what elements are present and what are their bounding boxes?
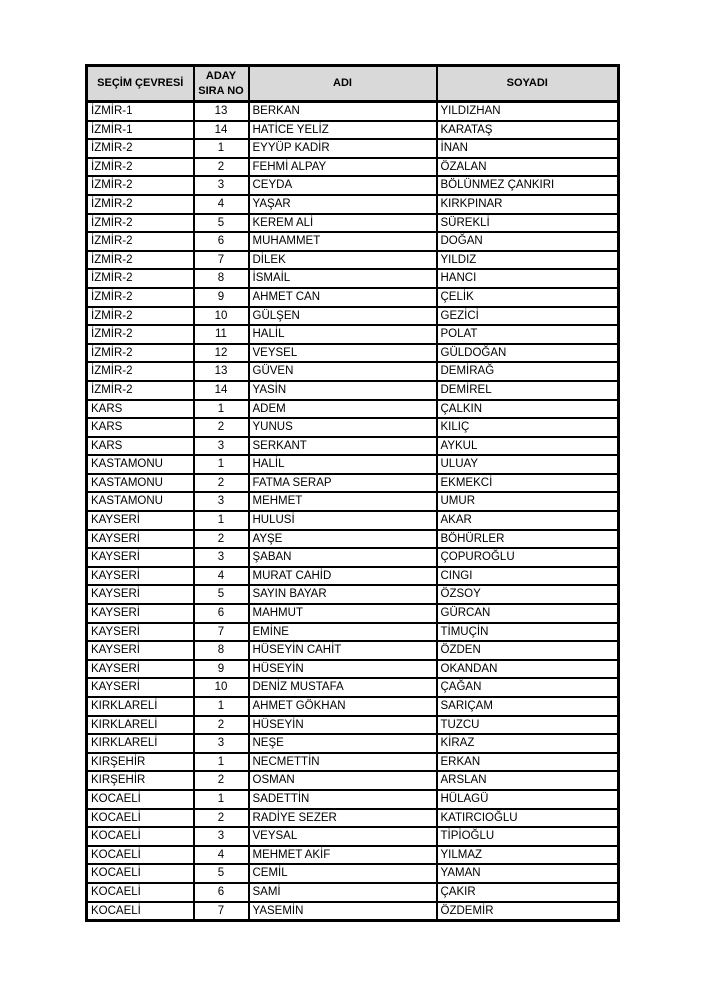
cell-first-name: YASEMİN	[249, 902, 437, 921]
cell-first-name: FATMA SERAP	[249, 474, 437, 493]
cell-order-no: 9	[194, 288, 249, 307]
table-row	[87, 214, 619, 233]
cell-first-name: MAHMUT	[249, 604, 437, 623]
cell-order-no: 3	[194, 827, 249, 846]
cell-last-name: KARATAŞ	[437, 121, 619, 140]
cell-last-name: HÜLAGÜ	[437, 790, 619, 809]
table-row	[87, 585, 619, 604]
cell-order-no: 13	[194, 362, 249, 381]
cell-order-no: 5	[194, 214, 249, 233]
cell-district: İZMİR-2	[87, 344, 194, 363]
cell-last-name: POLAT	[437, 325, 619, 344]
cell-order-no: 4	[194, 195, 249, 214]
cell-order-no: 1	[194, 400, 249, 419]
table-row	[87, 716, 619, 735]
cell-last-name: AYKUL	[437, 437, 619, 456]
cell-last-name: GÜLDOĞAN	[437, 344, 619, 363]
cell-district: İZMİR-2	[87, 195, 194, 214]
table-row	[87, 864, 619, 883]
table-row	[87, 158, 619, 177]
cell-last-name: BÖLÜNMEZ ÇANKIRI	[437, 176, 619, 195]
cell-last-name: DOĞAN	[437, 232, 619, 251]
cell-order-no: 3	[194, 437, 249, 456]
cell-last-name: TİMUÇİN	[437, 623, 619, 642]
cell-district: İZMİR-2	[87, 251, 194, 270]
cell-last-name: ERKAN	[437, 753, 619, 772]
cell-district: KAYSERİ	[87, 641, 194, 660]
header-order-no: ADAY SIRA NO	[194, 66, 249, 102]
cell-district: İZMİR-1	[87, 102, 194, 121]
cell-order-no: 14	[194, 381, 249, 400]
cell-order-no: 6	[194, 604, 249, 623]
cell-district: İZMİR-2	[87, 288, 194, 307]
cell-district: KAYSERİ	[87, 660, 194, 679]
table-row	[87, 437, 619, 456]
cell-order-no: 2	[194, 418, 249, 437]
cell-last-name: HANCI	[437, 269, 619, 288]
cell-last-name: ULUAY	[437, 455, 619, 474]
cell-district: İZMİR-2	[87, 362, 194, 381]
cell-order-no: 2	[194, 716, 249, 735]
cell-district: KARS	[87, 437, 194, 456]
cell-last-name: KILIÇ	[437, 418, 619, 437]
cell-district: KOCAELİ	[87, 902, 194, 921]
cell-last-name: SÜREKLİ	[437, 214, 619, 233]
table-row	[87, 790, 619, 809]
cell-district: KIRŞEHİR	[87, 771, 194, 790]
cell-last-name: TİPİOĞLU	[437, 827, 619, 846]
cell-district: KIRKLARELİ	[87, 734, 194, 753]
candidates-table	[85, 64, 620, 922]
table-row	[87, 418, 619, 437]
table-row	[87, 883, 619, 902]
cell-order-no: 11	[194, 325, 249, 344]
cell-order-no: 2	[194, 474, 249, 493]
cell-district: İZMİR-2	[87, 214, 194, 233]
cell-first-name: RADİYE SEZER	[249, 809, 437, 828]
cell-order-no: 8	[194, 641, 249, 660]
cell-first-name: DENİZ MUSTAFA	[249, 678, 437, 697]
cell-order-no: 14	[194, 121, 249, 140]
cell-first-name: ŞABAN	[249, 548, 437, 567]
table-row	[87, 809, 619, 828]
cell-first-name: SAMİ	[249, 883, 437, 902]
cell-district: KIRŞEHİR	[87, 753, 194, 772]
cell-order-no: 1	[194, 753, 249, 772]
cell-last-name: BÖHÜRLER	[437, 530, 619, 549]
cell-order-no: 5	[194, 585, 249, 604]
cell-first-name: ADEM	[249, 400, 437, 419]
cell-order-no: 2	[194, 158, 249, 177]
cell-first-name: AHMET CAN	[249, 288, 437, 307]
table-row	[87, 641, 619, 660]
cell-last-name: UMUR	[437, 492, 619, 511]
table-row	[87, 511, 619, 530]
table-row	[87, 400, 619, 419]
cell-first-name: HALİL	[249, 325, 437, 344]
table-row	[87, 902, 619, 921]
cell-district: İZMİR-2	[87, 307, 194, 326]
cell-order-no: 3	[194, 734, 249, 753]
cell-district: KOCAELİ	[87, 883, 194, 902]
cell-order-no: 8	[194, 269, 249, 288]
table-row	[87, 176, 619, 195]
table-body	[87, 102, 619, 921]
cell-first-name: EMİNE	[249, 623, 437, 642]
cell-first-name: HALİL	[249, 455, 437, 474]
cell-last-name: ÇELİK	[437, 288, 619, 307]
table-row	[87, 567, 619, 586]
cell-first-name: MEHMET AKİF	[249, 846, 437, 865]
table-row	[87, 678, 619, 697]
cell-order-no: 5	[194, 864, 249, 883]
cell-order-no: 9	[194, 660, 249, 679]
cell-first-name: HÜSEYİN	[249, 660, 437, 679]
cell-order-no: 1	[194, 790, 249, 809]
cell-last-name: ÖZSOY	[437, 585, 619, 604]
cell-last-name: DEMİREL	[437, 381, 619, 400]
cell-district: KAYSERİ	[87, 604, 194, 623]
cell-district: KAYSERİ	[87, 511, 194, 530]
cell-district: KIRKLARELİ	[87, 716, 194, 735]
cell-district: KAYSERİ	[87, 623, 194, 642]
cell-order-no: 1	[194, 511, 249, 530]
cell-first-name: YUNUS	[249, 418, 437, 437]
table-row	[87, 362, 619, 381]
cell-first-name: HÜSEYİN	[249, 716, 437, 735]
cell-last-name: AKAR	[437, 511, 619, 530]
table-row	[87, 771, 619, 790]
header-district: SEÇİM ÇEVRESİ	[87, 66, 194, 102]
cell-last-name: ÇALKIN	[437, 400, 619, 419]
cell-order-no: 1	[194, 139, 249, 158]
cell-order-no: 6	[194, 232, 249, 251]
table-row	[87, 697, 619, 716]
cell-district: İZMİR-1	[87, 121, 194, 140]
cell-last-name: YAMAN	[437, 864, 619, 883]
cell-order-no: 12	[194, 344, 249, 363]
table-row	[87, 455, 619, 474]
cell-first-name: MEHMET	[249, 492, 437, 511]
cell-first-name: NEŞE	[249, 734, 437, 753]
cell-order-no: 7	[194, 623, 249, 642]
table-row	[87, 660, 619, 679]
cell-order-no: 7	[194, 251, 249, 270]
cell-last-name: KIRKPINAR	[437, 195, 619, 214]
cell-order-no: 10	[194, 307, 249, 326]
cell-first-name: HULUSİ	[249, 511, 437, 530]
table-row	[87, 325, 619, 344]
cell-first-name: OSMAN	[249, 771, 437, 790]
cell-first-name: HÜSEYİN CAHİT	[249, 641, 437, 660]
table-row	[87, 232, 619, 251]
cell-first-name: VEYSAL	[249, 827, 437, 846]
cell-order-no: 6	[194, 883, 249, 902]
table-row	[87, 307, 619, 326]
cell-last-name: YILDIZHAN	[437, 102, 619, 121]
cell-last-name: YILMAZ	[437, 846, 619, 865]
cell-district: İZMİR-2	[87, 325, 194, 344]
cell-first-name: YAŞAR	[249, 195, 437, 214]
table-row	[87, 381, 619, 400]
cell-district: KOCAELİ	[87, 790, 194, 809]
cell-district: KOCAELİ	[87, 864, 194, 883]
cell-district: İZMİR-2	[87, 269, 194, 288]
cell-district: KAYSERİ	[87, 678, 194, 697]
cell-order-no: 1	[194, 455, 249, 474]
cell-last-name: ÇAĞAN	[437, 678, 619, 697]
cell-district: İZMİR-2	[87, 232, 194, 251]
cell-district: KOCAELİ	[87, 827, 194, 846]
cell-last-name: ÇOPUROĞLU	[437, 548, 619, 567]
table-row	[87, 288, 619, 307]
cell-district: İZMİR-2	[87, 176, 194, 195]
table-row	[87, 827, 619, 846]
cell-first-name: NECMETTİN	[249, 753, 437, 772]
cell-last-name: KİRAZ	[437, 734, 619, 753]
cell-first-name: GÜVEN	[249, 362, 437, 381]
cell-district: KAYSERİ	[87, 567, 194, 586]
cell-last-name: KATIRCIOĞLU	[437, 809, 619, 828]
cell-district: KASTAMONU	[87, 474, 194, 493]
cell-first-name: KEREM ALİ	[249, 214, 437, 233]
cell-first-name: HATİCE YELİZ	[249, 121, 437, 140]
cell-district: KAYSERİ	[87, 530, 194, 549]
cell-last-name: ARSLAN	[437, 771, 619, 790]
cell-district: KIRKLARELİ	[87, 697, 194, 716]
cell-last-name: GEZİCİ	[437, 307, 619, 326]
cell-order-no: 7	[194, 902, 249, 921]
cell-district: KOCAELİ	[87, 809, 194, 828]
cell-last-name: ÖZALAN	[437, 158, 619, 177]
cell-first-name: AHMET GÖKHAN	[249, 697, 437, 716]
table-row	[87, 102, 619, 121]
cell-last-name: İNAN	[437, 139, 619, 158]
cell-first-name: BERKAN	[249, 102, 437, 121]
header-first-name: ADI	[249, 66, 437, 102]
cell-first-name: SERKANT	[249, 437, 437, 456]
cell-last-name: CINGI	[437, 567, 619, 586]
cell-district: KAYSERİ	[87, 548, 194, 567]
cell-last-name: GÜRCAN	[437, 604, 619, 623]
cell-order-no: 3	[194, 176, 249, 195]
cell-last-name: ÖZDEN	[437, 641, 619, 660]
table-row	[87, 121, 619, 140]
cell-district: KAYSERİ	[87, 585, 194, 604]
cell-last-name: SARIÇAM	[437, 697, 619, 716]
table-row	[87, 492, 619, 511]
table-row	[87, 623, 619, 642]
cell-district: İZMİR-2	[87, 139, 194, 158]
table-row	[87, 251, 619, 270]
cell-first-name: CEMİL	[249, 864, 437, 883]
cell-first-name: CEYDA	[249, 176, 437, 195]
cell-first-name: DİLEK	[249, 251, 437, 270]
table-row	[87, 734, 619, 753]
header-last-name: SOYADI	[437, 66, 619, 102]
cell-last-name: ÖZDEMİR	[437, 902, 619, 921]
cell-first-name: EYYÜP KADİR	[249, 139, 437, 158]
table-row	[87, 530, 619, 549]
cell-order-no: 2	[194, 771, 249, 790]
table-row	[87, 753, 619, 772]
cell-last-name: YILDIZ	[437, 251, 619, 270]
header-row	[87, 66, 619, 102]
cell-last-name: OKANDAN	[437, 660, 619, 679]
cell-district: İZMİR-2	[87, 381, 194, 400]
table-row	[87, 846, 619, 865]
cell-order-no: 10	[194, 678, 249, 697]
cell-last-name: EKMEKCİ	[437, 474, 619, 493]
cell-first-name: SADETTİN	[249, 790, 437, 809]
cell-first-name: MURAT CAHİD	[249, 567, 437, 586]
cell-district: KOCAELİ	[87, 846, 194, 865]
table-row	[87, 604, 619, 623]
cell-first-name: İSMAİL	[249, 269, 437, 288]
cell-district: KASTAMONU	[87, 455, 194, 474]
cell-district: KASTAMONU	[87, 492, 194, 511]
cell-first-name: VEYSEL	[249, 344, 437, 363]
cell-first-name: YASİN	[249, 381, 437, 400]
table-row	[87, 344, 619, 363]
table-row	[87, 474, 619, 493]
cell-district: KARS	[87, 418, 194, 437]
cell-order-no: 3	[194, 548, 249, 567]
cell-last-name: ÇAKIR	[437, 883, 619, 902]
cell-order-no: 2	[194, 530, 249, 549]
cell-first-name: MUHAMMET	[249, 232, 437, 251]
cell-first-name: SAYIN BAYAR	[249, 585, 437, 604]
cell-order-no: 4	[194, 846, 249, 865]
cell-first-name: FEHMİ ALPAY	[249, 158, 437, 177]
table-row	[87, 195, 619, 214]
cell-order-no: 4	[194, 567, 249, 586]
cell-order-no: 1	[194, 697, 249, 716]
cell-last-name: DEMİRAĞ	[437, 362, 619, 381]
cell-first-name: AYŞE	[249, 530, 437, 549]
table-row	[87, 139, 619, 158]
table-row	[87, 269, 619, 288]
table-row	[87, 548, 619, 567]
cell-order-no: 2	[194, 809, 249, 828]
cell-first-name: GÜLŞEN	[249, 307, 437, 326]
cell-last-name: TUZCU	[437, 716, 619, 735]
cell-order-no: 3	[194, 492, 249, 511]
cell-district: İZMİR-2	[87, 158, 194, 177]
cell-district: KARS	[87, 400, 194, 419]
cell-order-no: 13	[194, 102, 249, 121]
